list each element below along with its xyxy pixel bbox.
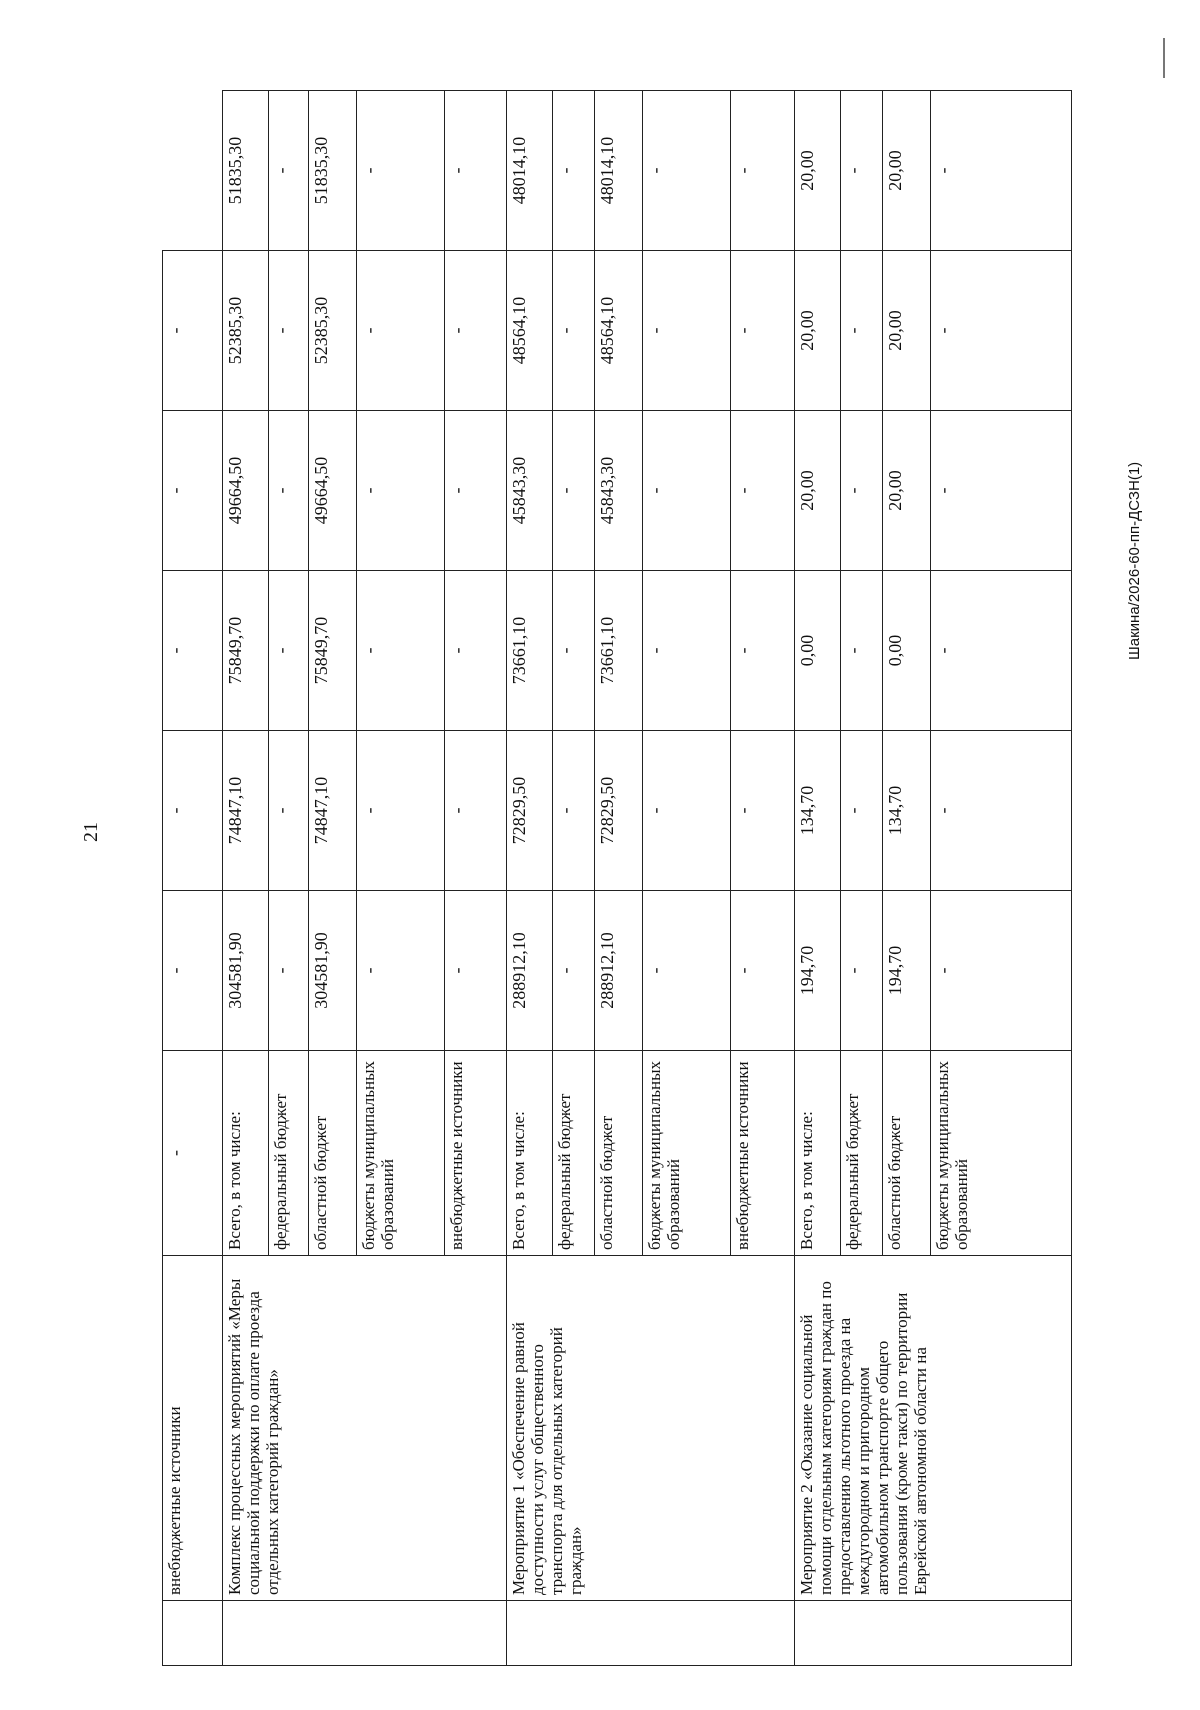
- value-cell: -: [553, 411, 595, 571]
- value-cell: -: [931, 251, 1072, 411]
- funding-source-cell: Всего, в том числе:: [223, 1051, 269, 1256]
- value-cell: -: [163, 411, 223, 571]
- value-cell: 20,00: [795, 251, 841, 411]
- value-cell: -: [445, 91, 507, 251]
- value-cell: -: [445, 251, 507, 411]
- value-cell: -: [163, 731, 223, 891]
- group-name-cell-empty: [163, 1601, 223, 1666]
- value-cell: -: [731, 251, 795, 411]
- value-cell: 48564,10: [507, 251, 553, 411]
- value-cell: -: [841, 731, 883, 891]
- value-cell: -: [163, 891, 223, 1051]
- value-cell: 74847,10: [309, 731, 357, 891]
- value-cell: -: [445, 571, 507, 731]
- funding-source-cell: бюджеты муниципальных образований: [357, 1051, 445, 1256]
- funding-source-cell: федеральный бюджет: [553, 1051, 595, 1256]
- value-cell: -: [931, 731, 1072, 891]
- value-cell: 52385,30: [309, 251, 357, 411]
- table-row: [795, 91, 841, 1666]
- value-cell: -: [163, 1051, 223, 1256]
- value-cell: 134,70: [883, 731, 931, 891]
- value-cell: -: [841, 891, 883, 1051]
- value-cell: -: [553, 731, 595, 891]
- value-cell: -: [357, 731, 445, 891]
- funding-source-cell: внебюджетные источники: [731, 1051, 795, 1256]
- value-cell: -: [445, 411, 507, 571]
- value-cell: -: [731, 731, 795, 891]
- document-code: Шакина/2026-60-пп-ДСЗН(1): [1126, 461, 1143, 660]
- value-cell: -: [553, 91, 595, 251]
- value-cell: 45843,30: [595, 411, 643, 571]
- funding-table: [162, 90, 1072, 1666]
- group-number-cell: [507, 1601, 795, 1666]
- value-cell: -: [643, 251, 731, 411]
- group-name-cell: Мероприятие 2 «Оказание социальной помощи отдельным категориям граждан по предоставлению льготного проезда на междугородном и пригородном автомобильном транспорте общего пользования (кроме такси) по территории Еврейской автономной области на: [795, 1256, 1072, 1601]
- value-cell: 0,00: [883, 571, 931, 731]
- value-cell: 52385,30: [223, 251, 269, 411]
- value-cell: 20,00: [883, 251, 931, 411]
- value-cell: -: [163, 251, 223, 411]
- value-cell: 45843,30: [507, 411, 553, 571]
- funding-source-cell: бюджеты муниципальных образований: [643, 1051, 731, 1256]
- value-cell: -: [841, 571, 883, 731]
- value-cell: 48014,10: [507, 91, 553, 251]
- value-cell: -: [731, 891, 795, 1051]
- value-cell: -: [643, 891, 731, 1051]
- value-cell: -: [931, 91, 1072, 251]
- value-cell: -: [357, 411, 445, 571]
- value-cell: -: [841, 251, 883, 411]
- value-cell: 0,00: [795, 571, 841, 731]
- value-cell: -: [643, 571, 731, 731]
- value-cell: -: [357, 251, 445, 411]
- value-cell: -: [553, 251, 595, 411]
- table-row: [223, 91, 269, 1666]
- value-cell: 20,00: [883, 411, 931, 571]
- value-cell: -: [643, 731, 731, 891]
- value-cell: -: [731, 411, 795, 571]
- value-cell: 48014,10: [595, 91, 643, 251]
- value-cell: -: [553, 891, 595, 1051]
- page-number: 21: [80, 822, 102, 842]
- funding-source-cell: федеральный бюджет: [841, 1051, 883, 1256]
- value-cell: -: [841, 411, 883, 571]
- value-cell: 74847,10: [223, 731, 269, 891]
- funding-source-cell: бюджеты муниципальных образований: [931, 1051, 1072, 1256]
- group-number-cell: [223, 1601, 507, 1666]
- funding-source-cell: областной бюджет: [309, 1051, 357, 1256]
- funding-source-cell: областной бюджет: [883, 1051, 931, 1256]
- value-cell: -: [841, 91, 883, 251]
- value-cell: 20,00: [795, 411, 841, 571]
- value-cell: 304581,90: [309, 891, 357, 1051]
- value-cell: 51835,30: [309, 91, 357, 251]
- value-cell: -: [445, 891, 507, 1051]
- value-cell: -: [643, 411, 731, 571]
- group-number-cell: [795, 1601, 1072, 1666]
- value-cell: 75849,70: [223, 571, 269, 731]
- value-cell: -: [931, 411, 1072, 571]
- funding-source-cell: внебюджетные источники: [445, 1051, 507, 1256]
- value-cell: -: [643, 91, 731, 251]
- value-cell: -: [163, 571, 223, 731]
- value-cell: 134,70: [795, 731, 841, 891]
- value-cell: -: [731, 91, 795, 251]
- value-cell: -: [931, 571, 1072, 731]
- group-name-cell: Мероприятие 1 «Обеспечение равной доступности услуг общественного транспорта для отдельных категорий граждан»: [507, 1256, 795, 1601]
- scan-edge-mark: [1163, 38, 1165, 78]
- value-cell: 72829,50: [507, 731, 553, 891]
- value-cell: 73661,10: [507, 571, 553, 731]
- value-cell: -: [553, 571, 595, 731]
- value-cell: 48564,10: [595, 251, 643, 411]
- value-cell: -: [269, 91, 309, 251]
- funding-source-cell: Всего, в том числе:: [507, 1051, 553, 1256]
- value-cell: -: [357, 891, 445, 1051]
- group-name-cell: Комплекс процессных мероприятий «Меры социальной поддержки по оплате проезда отдельных категорий граждан»: [223, 1256, 507, 1601]
- value-cell: -: [269, 251, 309, 411]
- value-cell: -: [269, 891, 309, 1051]
- value-cell: 51835,30: [223, 91, 269, 251]
- funding-source-cell: Всего, в том числе:: [795, 1051, 841, 1256]
- funding-source-cell: внебюджетные источники: [163, 1256, 223, 1601]
- funding-source-cell: областной бюджет: [595, 1051, 643, 1256]
- value-cell: -: [931, 891, 1072, 1051]
- value-cell: -: [269, 731, 309, 891]
- value-cell: 304581,90: [223, 891, 269, 1051]
- value-cell: 194,70: [795, 891, 841, 1051]
- value-cell: -: [269, 571, 309, 731]
- value-cell: 288912,10: [507, 891, 553, 1051]
- table-row: [163, 91, 223, 1666]
- value-cell: -: [269, 411, 309, 571]
- value-cell: 49664,50: [223, 411, 269, 571]
- value-cell: -: [731, 571, 795, 731]
- value-cell: 20,00: [795, 91, 841, 251]
- value-cell: -: [357, 571, 445, 731]
- value-cell: -: [357, 91, 445, 251]
- funding-source-cell: федеральный бюджет: [269, 1051, 309, 1256]
- value-cell: 20,00: [883, 91, 931, 251]
- table-row: [507, 91, 553, 1666]
- value-cell: 49664,50: [309, 411, 357, 571]
- value-cell: -: [445, 731, 507, 891]
- value-cell: 73661,10: [595, 571, 643, 731]
- value-cell: 75849,70: [309, 571, 357, 731]
- value-cell: 194,70: [883, 891, 931, 1051]
- rotated-table-container: [162, 91, 1072, 1666]
- value-cell: 72829,50: [595, 731, 643, 891]
- value-cell: 288912,10: [595, 891, 643, 1051]
